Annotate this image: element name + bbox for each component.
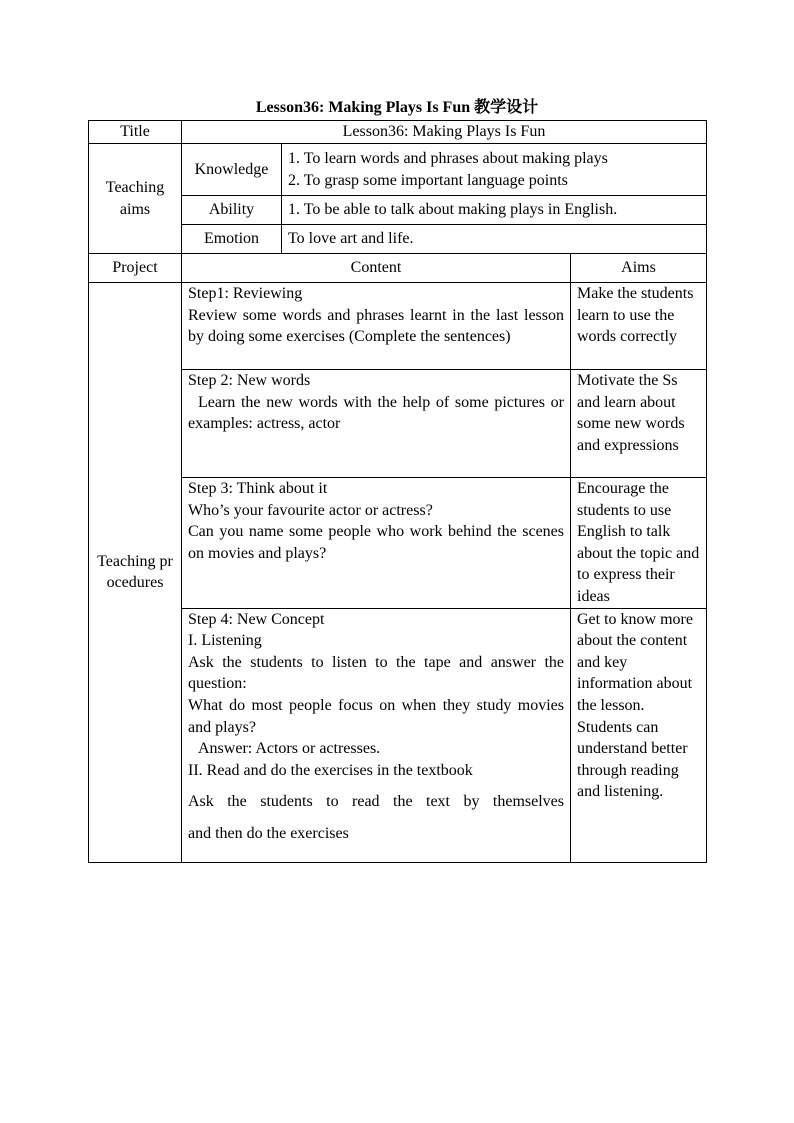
step-answer: Answer: Actors or actresses. <box>198 740 381 758</box>
step-question: Who’s your favourite actor or actress? <box>188 501 433 519</box>
title-row <box>89 121 707 144</box>
knowledge-row <box>89 144 707 196</box>
spacer <box>188 813 564 823</box>
step-subheading: II. Read and do the exercises in the textbook <box>188 761 473 779</box>
ability-content: 1. To be able to talk about making plays in English. <box>282 196 707 225</box>
step3-aims: Encourage the students to use English to talk about the topic and to express their ideas <box>571 478 707 609</box>
step-title: Step 3: Think about it <box>188 480 328 497</box>
step-title: Step 4: New Concept <box>188 610 325 628</box>
document-title: Lesson36: Making Plays Is Fun 教学设计 <box>255 99 539 116</box>
aims-header: Aims <box>571 254 707 283</box>
step-row <box>89 370 707 478</box>
knowledge-item: 2. To grasp some important language points <box>288 171 568 189</box>
step-subheading: I. Listening <box>188 632 262 650</box>
knowledge-label: Knowledge <box>182 144 282 196</box>
step2-content <box>182 370 571 478</box>
ability-row <box>89 196 707 225</box>
step-body: Review some words and phrases learnt in the last lesson by doing some exercises (Complete the sentences) <box>188 306 564 346</box>
step-question: Can you name some people who work behind the scenes on movies and plays? <box>188 523 564 562</box>
knowledge-item: 1. To learn words and phrases about making plays <box>288 149 608 167</box>
spacer <box>188 781 564 791</box>
step-title: Step1: Reviewing <box>188 285 303 302</box>
step4-aims: Get to know more about the content and key information about the lesson. Students can understand better through reading and listening. <box>571 608 707 862</box>
teaching-aims-label: Teaching aims <box>89 144 182 254</box>
step-row <box>89 478 707 609</box>
emotion-row <box>89 225 707 254</box>
content-header: Content <box>182 254 571 283</box>
step-body: Learn the new words with the help of some pictures or examples: actress, actor <box>188 393 564 433</box>
step-instruction: Ask the students to listen to the tape and answer the question: <box>188 653 564 693</box>
emotion-label: Emotion <box>182 225 282 254</box>
step-row <box>89 283 707 370</box>
project-header: Project <box>89 254 182 283</box>
step-row <box>89 608 707 862</box>
column-header-row <box>89 254 707 283</box>
teaching-procedures-label: Teaching procedures <box>89 283 182 863</box>
step1-aims: Make the students learn to use the words correctly <box>571 283 707 370</box>
knowledge-content <box>282 144 707 196</box>
step-instruction: and then do the exercises <box>188 824 349 842</box>
step-title: Step 2: New words <box>188 372 311 389</box>
step-question: What do most people focus on when they study movies and plays? <box>188 696 564 736</box>
lesson-plan-table <box>88 120 707 863</box>
ability-label: Ability <box>182 196 282 225</box>
title-value: Lesson36: Making Plays Is Fun <box>182 121 707 144</box>
step3-content <box>182 478 571 609</box>
emotion-content: To love art and life. <box>282 225 707 254</box>
step1-content <box>182 283 571 370</box>
step-instruction: Ask the students to read the text by themselves <box>188 793 564 811</box>
step4-content <box>182 608 571 862</box>
title-label: Title <box>89 121 182 144</box>
step2-aims: Motivate the Ss and learn about some new words and expressions <box>571 370 707 478</box>
